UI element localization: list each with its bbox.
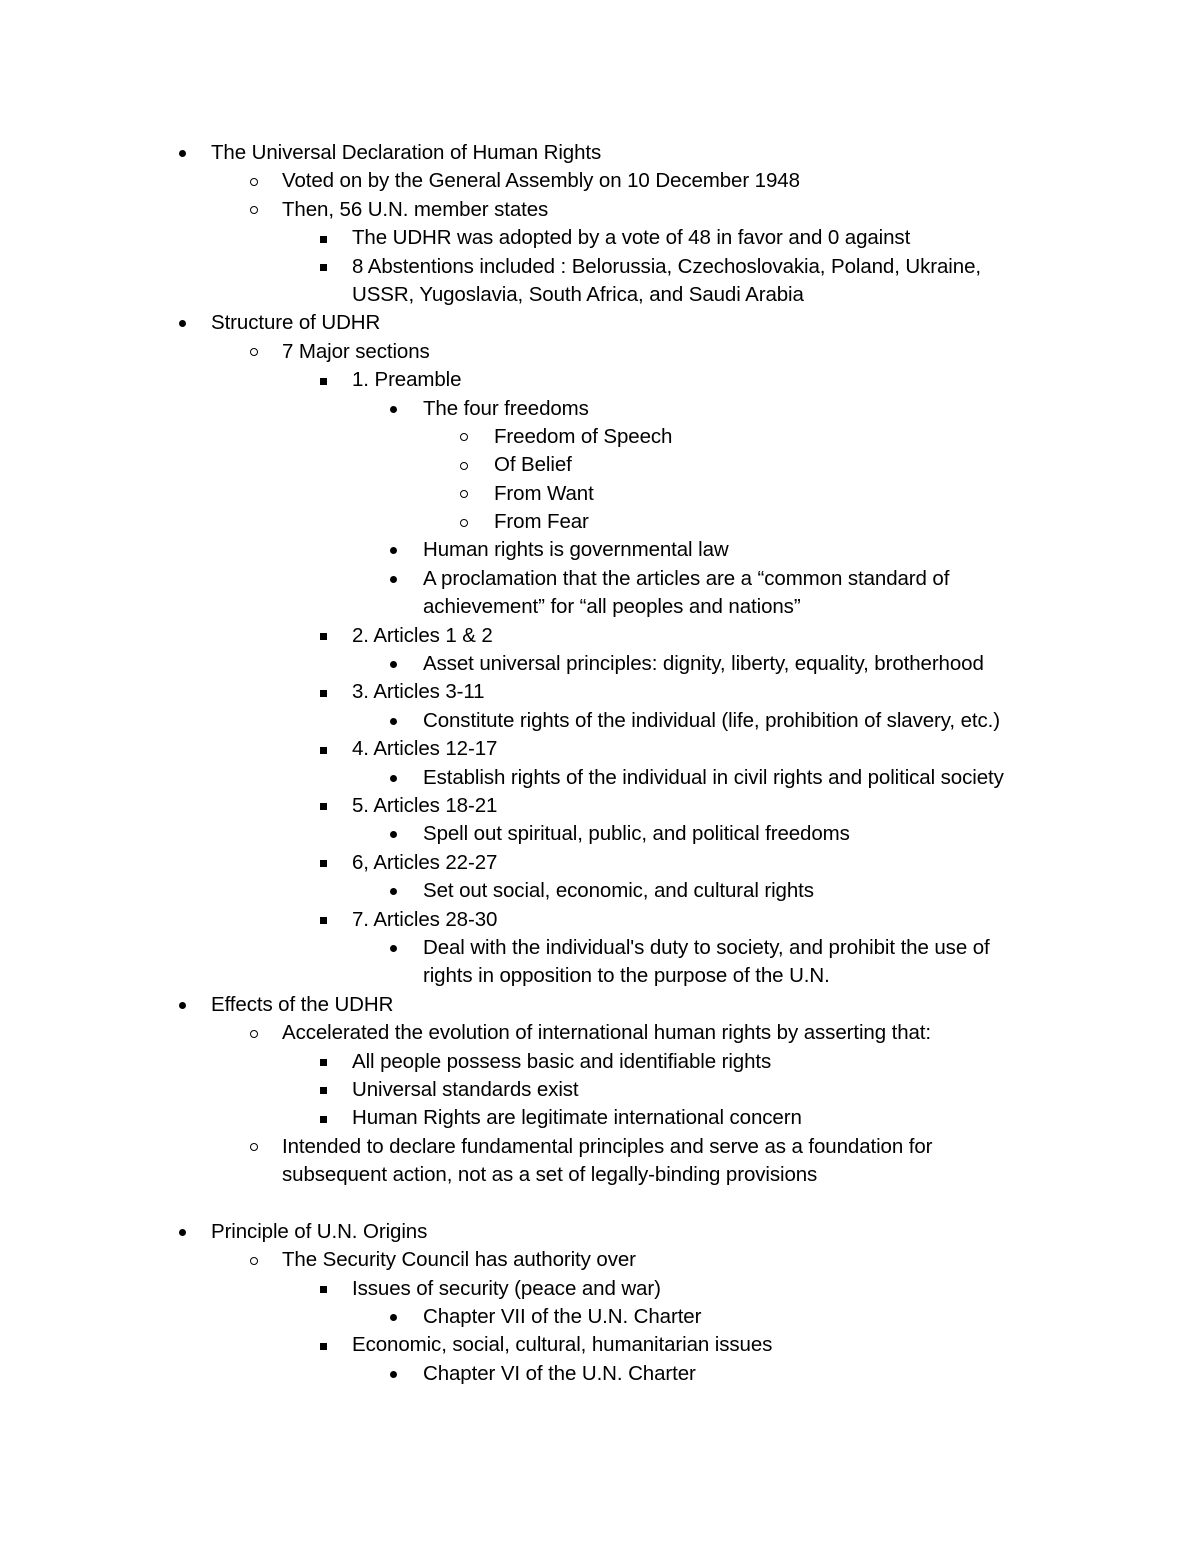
- list-item-text: A proclamation that the articles are a “common standard of: [423, 566, 950, 590]
- disc-bullet-icon: [388, 820, 400, 848]
- disc-bullet-icon: [388, 1303, 400, 1331]
- disc-bullet-icon: [388, 764, 400, 792]
- section-heading: [0, 1218, 1200, 1246]
- list-item-text: Deal with the individual's duty to society, and prohibit the use of: [423, 935, 990, 959]
- list-item-text: Human rights is governmental law: [423, 538, 729, 562]
- square-bullet-icon: [317, 622, 329, 650]
- list-item-text: Establish rights of the individual in civil rights and political society: [423, 765, 1004, 789]
- list-item-continuation: [0, 1161, 1200, 1189]
- circle-bullet-icon: [248, 167, 260, 195]
- list-item-text: Human Rights are legitimate international concern: [352, 1106, 802, 1130]
- list-item: [0, 678, 1200, 706]
- list-item: [0, 1360, 1200, 1388]
- circle-bullet-icon: [458, 508, 470, 536]
- list-item: [0, 196, 1200, 224]
- list-item-text: Of Belief: [494, 453, 572, 477]
- bullet-outline: [0, 139, 1200, 1388]
- disc-bullet-icon: [177, 309, 189, 337]
- circle-bullet-icon: [248, 1019, 260, 1047]
- list-item-text: Voted on by the General Assembly on 10 December 1948: [282, 169, 800, 193]
- list-item-text: Constitute rights of the individual (life, prohibition of slavery, etc.): [423, 708, 1000, 732]
- list-item: [0, 423, 1200, 451]
- list-item-continuation: [0, 281, 1200, 309]
- square-bullet-icon: [317, 1048, 329, 1076]
- list-item-text: 8 Abstentions included : Belorussia, Czechoslovakia, Poland, Ukraine,: [352, 254, 981, 278]
- square-bullet-icon: [317, 366, 329, 394]
- list-item: [0, 338, 1200, 366]
- list-item: [0, 792, 1200, 820]
- list-item: [0, 820, 1200, 848]
- disc-bullet-icon: [388, 1360, 400, 1388]
- list-item-text: 7 Major sections: [282, 339, 430, 363]
- list-item: [0, 1133, 1200, 1161]
- disc-bullet-icon: [388, 565, 400, 593]
- list-item-text: The Security Council has authority over: [282, 1248, 636, 1272]
- list-item-text: From Fear: [494, 510, 589, 534]
- list-item: [0, 536, 1200, 564]
- list-item-text: subsequent action, not as a set of legally-binding provisions: [282, 1163, 818, 1187]
- list-item-text: 5. Articles 18-21: [352, 793, 498, 817]
- list-item: [0, 934, 1200, 962]
- list-item-text: 2. Articles 1 & 2: [352, 623, 493, 647]
- square-bullet-icon: [317, 792, 329, 820]
- list-item-text: achievement” for “all peoples and nations”: [423, 595, 801, 619]
- list-item-text: 6, Articles 22-27: [352, 850, 498, 874]
- list-item: [0, 1076, 1200, 1104]
- list-item-continuation: [0, 962, 1200, 990]
- list-item: [0, 395, 1200, 423]
- list-item-text: Economic, social, cultural, humanitarian issues: [352, 1333, 773, 1357]
- list-item: [0, 224, 1200, 252]
- list-item: [0, 1019, 1200, 1047]
- list-item-continuation: [0, 593, 1200, 621]
- list-item: [0, 849, 1200, 877]
- list-item-text: USSR, Yugoslavia, South Africa, and Saudi Arabia: [352, 282, 804, 306]
- circle-bullet-icon: [458, 480, 470, 508]
- list-item-text: The four freedoms: [423, 396, 589, 420]
- list-item: [0, 253, 1200, 281]
- list-item-text: Asset universal principles: dignity, liberty, equality, brotherhood: [423, 652, 984, 676]
- blank-line: [0, 1189, 1200, 1217]
- list-item-text: Spell out spiritual, public, and political freedoms: [423, 822, 850, 846]
- circle-bullet-icon: [458, 423, 470, 451]
- list-item: [0, 764, 1200, 792]
- list-item: [0, 167, 1200, 195]
- list-item-text: Universal standards exist: [352, 1077, 579, 1101]
- list-item: [0, 451, 1200, 479]
- list-item-text: The UDHR was adopted by a vote of 48 in favor and 0 against: [352, 226, 911, 250]
- list-item: [0, 1275, 1200, 1303]
- list-item-text: 3. Articles 3-11: [352, 680, 485, 704]
- section-title: Structure of UDHR: [211, 311, 381, 335]
- list-item-text: Intended to declare fundamental principles and serve as a foundation for: [282, 1134, 933, 1158]
- list-item-text: 4. Articles 12-17: [352, 737, 498, 761]
- list-item: [0, 1246, 1200, 1274]
- list-item: [0, 735, 1200, 763]
- list-item-text: Set out social, economic, and cultural rights: [423, 879, 814, 903]
- list-item: [0, 707, 1200, 735]
- disc-bullet-icon: [388, 877, 400, 905]
- list-item-text: Chapter VII of the U.N. Charter: [423, 1305, 702, 1329]
- list-item-text: From Want: [494, 481, 594, 505]
- list-item-text: All people possess basic and identifiable rights: [352, 1049, 772, 1073]
- section-heading: [0, 991, 1200, 1019]
- disc-bullet-icon: [388, 536, 400, 564]
- list-item-text: 7. Articles 28-30: [352, 907, 498, 931]
- square-bullet-icon: [317, 906, 329, 934]
- list-item-text: Then, 56 U.N. member states: [282, 197, 549, 221]
- list-item: [0, 877, 1200, 905]
- list-item-text: Freedom of Speech: [494, 424, 673, 448]
- list-item-text: Chapter VI of the U.N. Charter: [423, 1361, 696, 1385]
- list-item: [0, 1048, 1200, 1076]
- list-item: [0, 1331, 1200, 1359]
- list-item-text: rights in opposition to the purpose of the U.N.: [423, 964, 830, 988]
- list-item-text: 1. Preamble: [352, 368, 462, 392]
- square-bullet-icon: [317, 735, 329, 763]
- list-item: [0, 565, 1200, 593]
- section-heading: [0, 309, 1200, 337]
- circle-bullet-icon: [248, 338, 260, 366]
- disc-bullet-icon: [388, 395, 400, 423]
- circle-bullet-icon: [248, 196, 260, 224]
- list-item-text: Issues of security (peace and war): [352, 1276, 661, 1300]
- list-item: [0, 480, 1200, 508]
- disc-bullet-icon: [388, 934, 400, 962]
- circle-bullet-icon: [248, 1246, 260, 1274]
- square-bullet-icon: [317, 678, 329, 706]
- list-item-text: Accelerated the evolution of international human rights by asserting that:: [282, 1021, 931, 1045]
- section-title: Effects of the UDHR: [211, 992, 394, 1016]
- square-bullet-icon: [317, 1275, 329, 1303]
- square-bullet-icon: [317, 1076, 329, 1104]
- disc-bullet-icon: [177, 1218, 189, 1246]
- disc-bullet-icon: [177, 991, 189, 1019]
- disc-bullet-icon: [388, 650, 400, 678]
- list-item: [0, 1303, 1200, 1331]
- square-bullet-icon: [317, 224, 329, 252]
- section-heading: [0, 139, 1200, 167]
- square-bullet-icon: [317, 1104, 329, 1132]
- list-item: [0, 622, 1200, 650]
- list-item: [0, 650, 1200, 678]
- square-bullet-icon: [317, 1331, 329, 1359]
- list-item: [0, 906, 1200, 934]
- list-item: [0, 508, 1200, 536]
- section-title: Principle of U.N. Origins: [211, 1219, 428, 1243]
- disc-bullet-icon: [177, 139, 189, 167]
- circle-bullet-icon: [248, 1133, 260, 1161]
- square-bullet-icon: [317, 849, 329, 877]
- square-bullet-icon: [317, 253, 329, 281]
- circle-bullet-icon: [458, 451, 470, 479]
- list-item: [0, 1104, 1200, 1132]
- section-title: The Universal Declaration of Human Rights: [211, 141, 602, 164]
- disc-bullet-icon: [388, 707, 400, 735]
- list-item: [0, 366, 1200, 394]
